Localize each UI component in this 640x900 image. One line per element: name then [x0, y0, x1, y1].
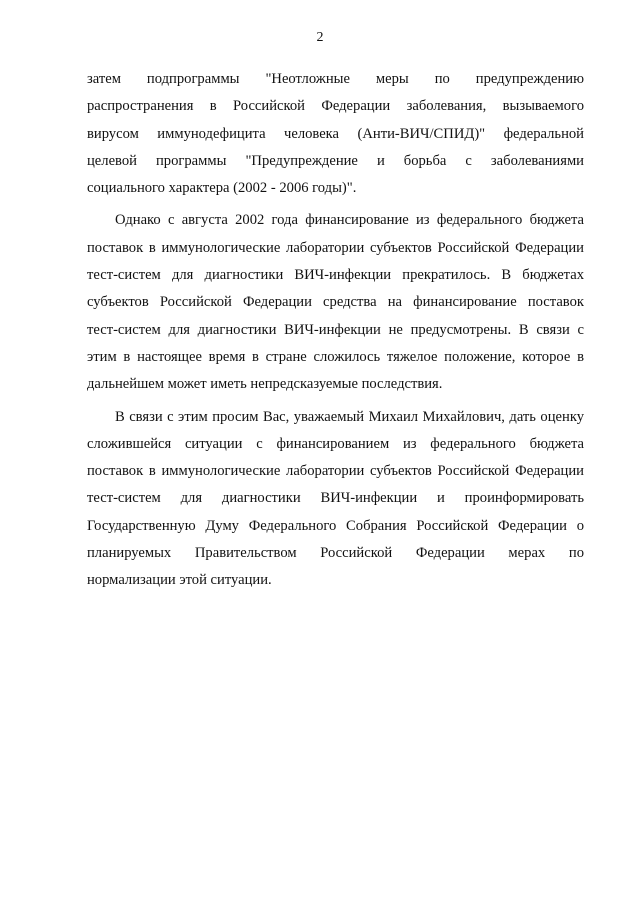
text-line: Государственную Думу Федерального Собрания Российской Федерации о: [87, 517, 584, 534]
text-line: субъектов Российской Федерации средства на финансирование поставок: [87, 294, 584, 311]
text-line: В связи с этим просим Вас, уважаемый Михаил Михайлович, дать оценку: [115, 408, 584, 425]
text-line: этим в настоящее время в стране сложилось тяжелое положение, которое в: [87, 348, 584, 365]
text-line: поставок в иммунологические лаборатории субъектов Российской Федерации: [87, 463, 584, 480]
text-line: сложившейся ситуации с финансированием из федерального бюджета: [87, 435, 584, 452]
text-line: целевой программы "Предупреждение и борьба с заболеваниями: [87, 152, 584, 169]
text-line: поставок в иммунологические лаборатории субъектов Российской Федерации: [87, 239, 584, 256]
page-number: 2: [316, 30, 324, 45]
text-line: социального характера (2002 - 2006 годы)".: [87, 180, 357, 197]
text-line: затем подпрограммы "Неотложные меры по предупреждению: [87, 71, 584, 87]
text-line: нормализации этой ситуации.: [87, 572, 272, 589]
letter-body: [87, 66, 584, 595]
text-line: распространения в Российской Федерации заболевания, вызываемого: [87, 98, 584, 115]
text-line: тест-систем для диагностики ВИЧ-инфекции и проинформировать: [87, 490, 584, 507]
text-line: тест-систем для диагностики ВИЧ-инфекции прекратилось. В бюджетах: [87, 267, 584, 284]
text-line: вирусом иммунодефицита человека (Анти-ВИЧ/СПИД)" федеральной: [87, 125, 584, 142]
text-line: Однако с августа 2002 года финансирование из федерального бюджета: [115, 212, 584, 229]
paragraph-funding-stopped: [87, 207, 584, 398]
text-line: дальнейшем может иметь непредсказуемые последствия.: [87, 376, 443, 393]
paragraph-program-reference: [87, 66, 584, 202]
text-line: планируемых Правительством Российской Федерации мерах по: [87, 545, 584, 562]
paragraph-request: [87, 404, 584, 595]
text-line: тест-систем для диагностики ВИЧ-инфекции не предусмотрены. В связи с: [87, 321, 584, 338]
